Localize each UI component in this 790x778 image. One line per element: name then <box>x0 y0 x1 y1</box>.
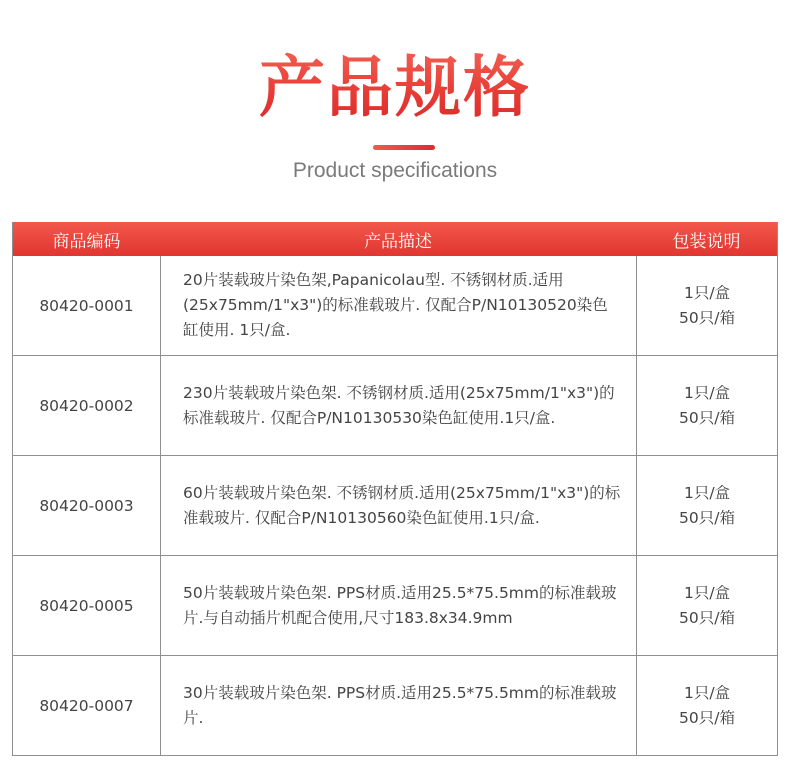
description-text: 30片装载玻片染色架. PPS材质.适用25.5*75.5mm的标准载玻片. <box>183 683 617 727</box>
pack-case: 50只/箱 <box>679 608 735 627</box>
cell-packaging <box>637 456 777 555</box>
description-text: 50片装载玻片染色架. PPS材质.适用25.5*75.5mm的标准载玻片.与自动插片机配合使用,尺寸183.8x34.9mm <box>183 583 617 627</box>
description-text: 230片装载玻片染色架. 不锈钢材质.适用(25x75mm/1"x3")的标准载玻片. 仅配合P/N10130530染色缸使用.1只/盒. <box>183 383 615 427</box>
header-product-code: 商品编码 <box>52 231 121 252</box>
page-subtitle: Product specifications <box>292 159 498 182</box>
header-product-description: 产品描述 <box>364 231 432 252</box>
pack-box: 1只/盒 <box>683 283 731 302</box>
spec-table <box>12 222 778 756</box>
cell-packaging <box>637 356 777 455</box>
pack-box: 1只/盒 <box>683 683 731 702</box>
cell-product-description <box>161 356 637 455</box>
cell-product-description <box>161 556 637 655</box>
table-row <box>13 456 777 556</box>
description-text: 20片装载玻片染色架,Papanicolau型. 不锈钢材质.适用(25x75mm/1"x3")的标准载玻片. 仅配合P/N10130520染色缸使用. 1只/盒. <box>183 271 608 339</box>
pack-case: 50只/箱 <box>679 408 735 427</box>
pack-case: 50只/箱 <box>679 308 735 327</box>
cell-product-code: 80420-0001 <box>13 256 161 355</box>
table-row <box>13 356 777 456</box>
pack-box: 1只/盒 <box>683 583 731 602</box>
cell-product-code: 80420-0005 <box>13 556 161 655</box>
cell-product-code: 80420-0002 <box>13 356 161 455</box>
table-row <box>13 256 777 356</box>
header-packaging: 包装说明 <box>672 231 741 252</box>
pack-case: 50只/箱 <box>679 508 735 527</box>
cell-product-description <box>161 656 637 755</box>
cell-packaging <box>637 556 777 655</box>
pack-case: 50只/箱 <box>679 708 735 727</box>
pack-box: 1只/盒 <box>683 383 731 402</box>
cell-product-description <box>161 456 637 555</box>
title-underline <box>373 145 435 150</box>
cell-product-code: 80420-0007 <box>13 656 161 755</box>
page-title: 产品规格 <box>0 48 790 128</box>
table-row <box>13 656 777 756</box>
table-header <box>13 222 777 256</box>
cell-product-description <box>161 256 637 355</box>
description-text: 60片装载玻片染色架. 不锈钢材质.适用(25x75mm/1"x3")的标准载玻片. 仅配合P/N10130560染色缸使用.1只/盒. <box>183 483 621 527</box>
cell-packaging <box>637 256 777 355</box>
table-row <box>13 556 777 656</box>
pack-box: 1只/盒 <box>683 483 731 502</box>
cell-product-code: 80420-0003 <box>13 456 161 555</box>
cell-packaging <box>637 656 777 755</box>
